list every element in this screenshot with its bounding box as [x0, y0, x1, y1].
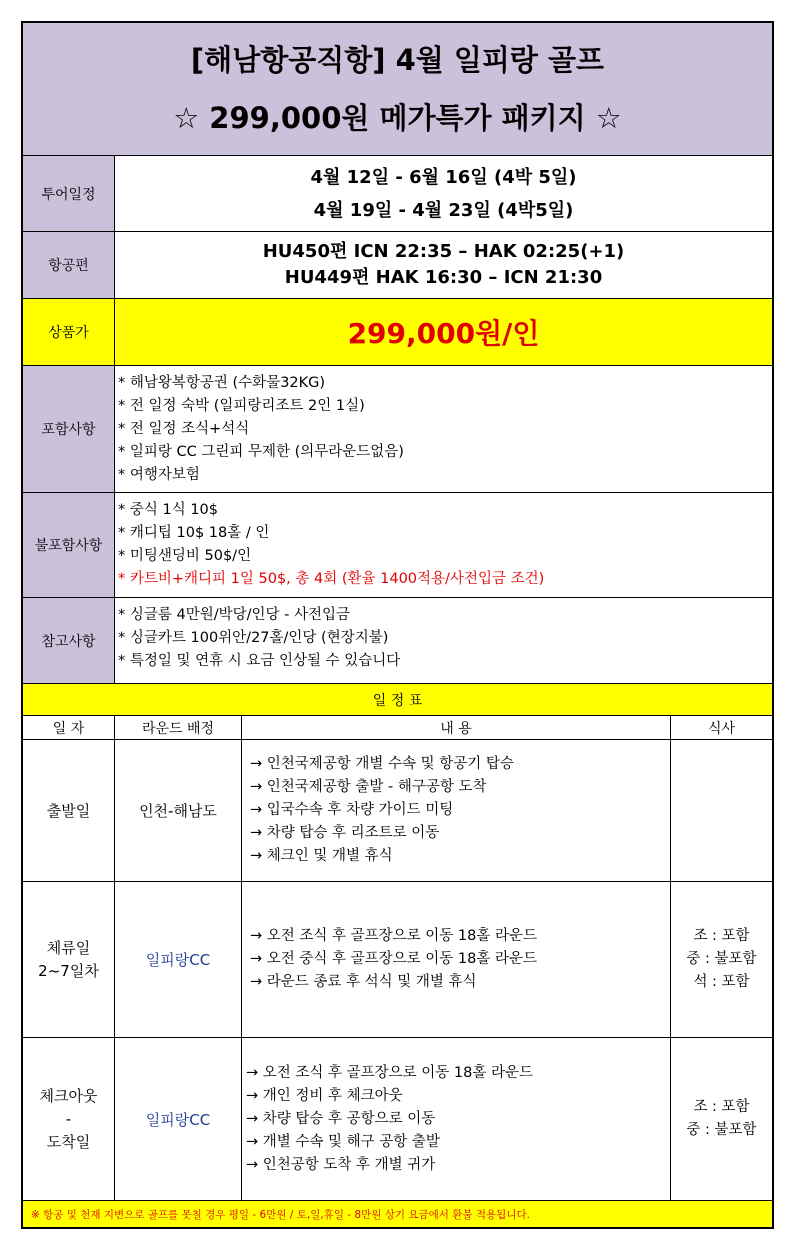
day-cell [23, 882, 115, 1037]
day-text: 체크아웃 [39, 1086, 98, 1105]
flight-line: HU450편 ICN 22:35 – HAK 02:25(+1) [262, 241, 625, 262]
flight-line: HU449편 HAK 16:30 – ICN 21:30 [284, 267, 603, 288]
schedule-row [23, 156, 772, 232]
header-content: 내 용 [242, 716, 671, 739]
meal-text: 중 : 불포함 [686, 951, 757, 967]
list-item: → 라운드 종료 후 석식 및 개별 휴식 [250, 974, 477, 990]
meal-cell [671, 740, 772, 881]
itinerary-items [242, 1062, 533, 1177]
flight-value [115, 232, 772, 298]
excluded-row [23, 493, 772, 598]
flight-label: 항공편 [23, 232, 115, 298]
day-cell [23, 740, 115, 881]
list-item: → 오전 조식 후 골프장으로 이동 18홀 라운드 [250, 928, 537, 944]
schedule-label: 투어일정 [23, 156, 115, 231]
schedule-line: 4월 19일 - 4월 23일 (4박5일) [313, 199, 574, 221]
list-item: * 싱글룸 4만원/박당/인당 - 사전입금 [118, 607, 351, 623]
content-cell [242, 740, 671, 881]
day-text: 출발일 [46, 802, 91, 820]
list-item: → 인천공항 도착 후 개별 귀가 [246, 1156, 436, 1173]
price-value-cell [115, 299, 772, 365]
price-row [23, 299, 772, 366]
list-item: → 오전 중식 후 골프장으로 이동 18홀 라운드 [250, 951, 537, 967]
list-item: * 특정일 및 연휴 시 요금 인상될 수 있습니다 [118, 653, 401, 669]
round-text: 인천-해남도 [139, 802, 217, 820]
meal-text: 조 : 포함 [693, 1099, 750, 1115]
list-item: → 체크인 및 개별 휴식 [250, 848, 393, 864]
itinerary-row-checkout [23, 1038, 772, 1201]
list-item: → 차량 탑승 후 공항으로 이동 [246, 1110, 436, 1127]
list-item: → 개인 정비 후 체크아웃 [246, 1087, 403, 1104]
round-cell [115, 740, 242, 881]
itinerary-title [23, 684, 772, 716]
header-meal: 식사 [707, 720, 736, 737]
title-line-2: ☆ 299,000원 메가특가 패키지 ☆ [173, 101, 622, 135]
notes-row [23, 598, 772, 684]
notes-label: 참고사항 [23, 598, 115, 683]
excluded-list [115, 493, 772, 597]
meal-text: 중 : 불포함 [686, 1122, 757, 1138]
list-item: * 전 일정 조식+석식 [118, 421, 250, 437]
list-item: * 중식 1식 10$ [118, 502, 218, 518]
list-item: * 여행자보험 [118, 467, 200, 483]
itinerary-title-text: 일 정 표 [372, 692, 423, 709]
day-text: 체류일 [46, 938, 91, 957]
list-item: → 개별 수속 및 해구 공항 출발 [246, 1133, 440, 1150]
day-text: 2~7일차 [38, 961, 99, 980]
itinerary-row-departure [23, 740, 772, 882]
list-item: * 전 일정 숙박 (일피랑리조트 2인 1실) [118, 398, 365, 414]
schedule-value [115, 156, 772, 231]
round-cell [115, 1038, 242, 1200]
day-cell [23, 1038, 115, 1200]
title-block [23, 23, 772, 156]
price-label: 상품가 [23, 299, 115, 365]
excluded-label: 불포함사항 [23, 493, 115, 597]
list-item: * 싱글카트 100위안/27홀/인당 (현장지불) [118, 630, 389, 646]
list-item-highlight: * 카트비+캐디피 1일 50$, 총 4회 (환율 1400적용/사전입금 조건) [118, 571, 545, 587]
content-cell [242, 1038, 671, 1200]
day-text: - [65, 1109, 72, 1128]
included-list [115, 366, 772, 492]
meal-text: 조 : 포함 [693, 928, 750, 944]
list-item: * 미팅샌딩비 50$/인 [118, 548, 252, 564]
list-item: → 차량 탑승 후 리조트로 이동 [250, 825, 440, 841]
notes-list [115, 598, 772, 683]
round-text: 일피랑CC [145, 1110, 211, 1129]
meal-cell [671, 1038, 772, 1200]
list-item: * 일피랑 CC 그린피 무제한 (의무라운드없음) [118, 444, 404, 460]
itinerary-row-stay [23, 882, 772, 1038]
list-item: * 캐디팁 10$ 18홀 / 인 [118, 525, 270, 541]
included-row [23, 366, 772, 493]
schedule-line: 4월 12일 - 6월 16일 (4박 5일) [310, 166, 577, 188]
header-round: 라운드 배정 [115, 716, 242, 739]
round-cell [115, 882, 242, 1037]
footer-text: ※ 항공 및 천재 지변으로 골프를 못칠 경우 평일 - 6만원 / 토,일,휴일 - 8만원 상기 요금에서 환불 적용됩니다. [31, 1208, 530, 1221]
flight-row [23, 232, 772, 299]
itinerary-items [242, 753, 514, 868]
list-item: → 인천국제공항 출발 - 해구공항 도착 [250, 779, 487, 795]
header-day: 일 자 [23, 716, 115, 739]
content-cell [242, 882, 671, 1037]
package-sheet [21, 21, 774, 1229]
footer-note [23, 1201, 772, 1227]
meal-text: 석 : 포함 [693, 974, 750, 990]
itinerary-header [23, 716, 772, 740]
day-text: 도착일 [46, 1132, 91, 1151]
included-label: 포함사항 [23, 366, 115, 492]
price-value: 299,000원/인 [347, 317, 540, 350]
list-item: → 인천국제공항 개별 수속 및 항공기 탑승 [250, 756, 514, 772]
title-line-1: [해남항공직항] 4월 일피랑 골프 [190, 43, 605, 77]
meal-cell [671, 882, 772, 1037]
list-item: → 입국수속 후 차량 가이드 미팅 [250, 802, 454, 818]
round-text: 일피랑CC [145, 951, 211, 969]
list-item: * 해남왕복항공권 (수화물32KG) [118, 375, 326, 391]
list-item: → 오전 조식 후 골프장으로 이동 18홀 라운드 [246, 1064, 533, 1081]
itinerary-items [242, 925, 537, 994]
